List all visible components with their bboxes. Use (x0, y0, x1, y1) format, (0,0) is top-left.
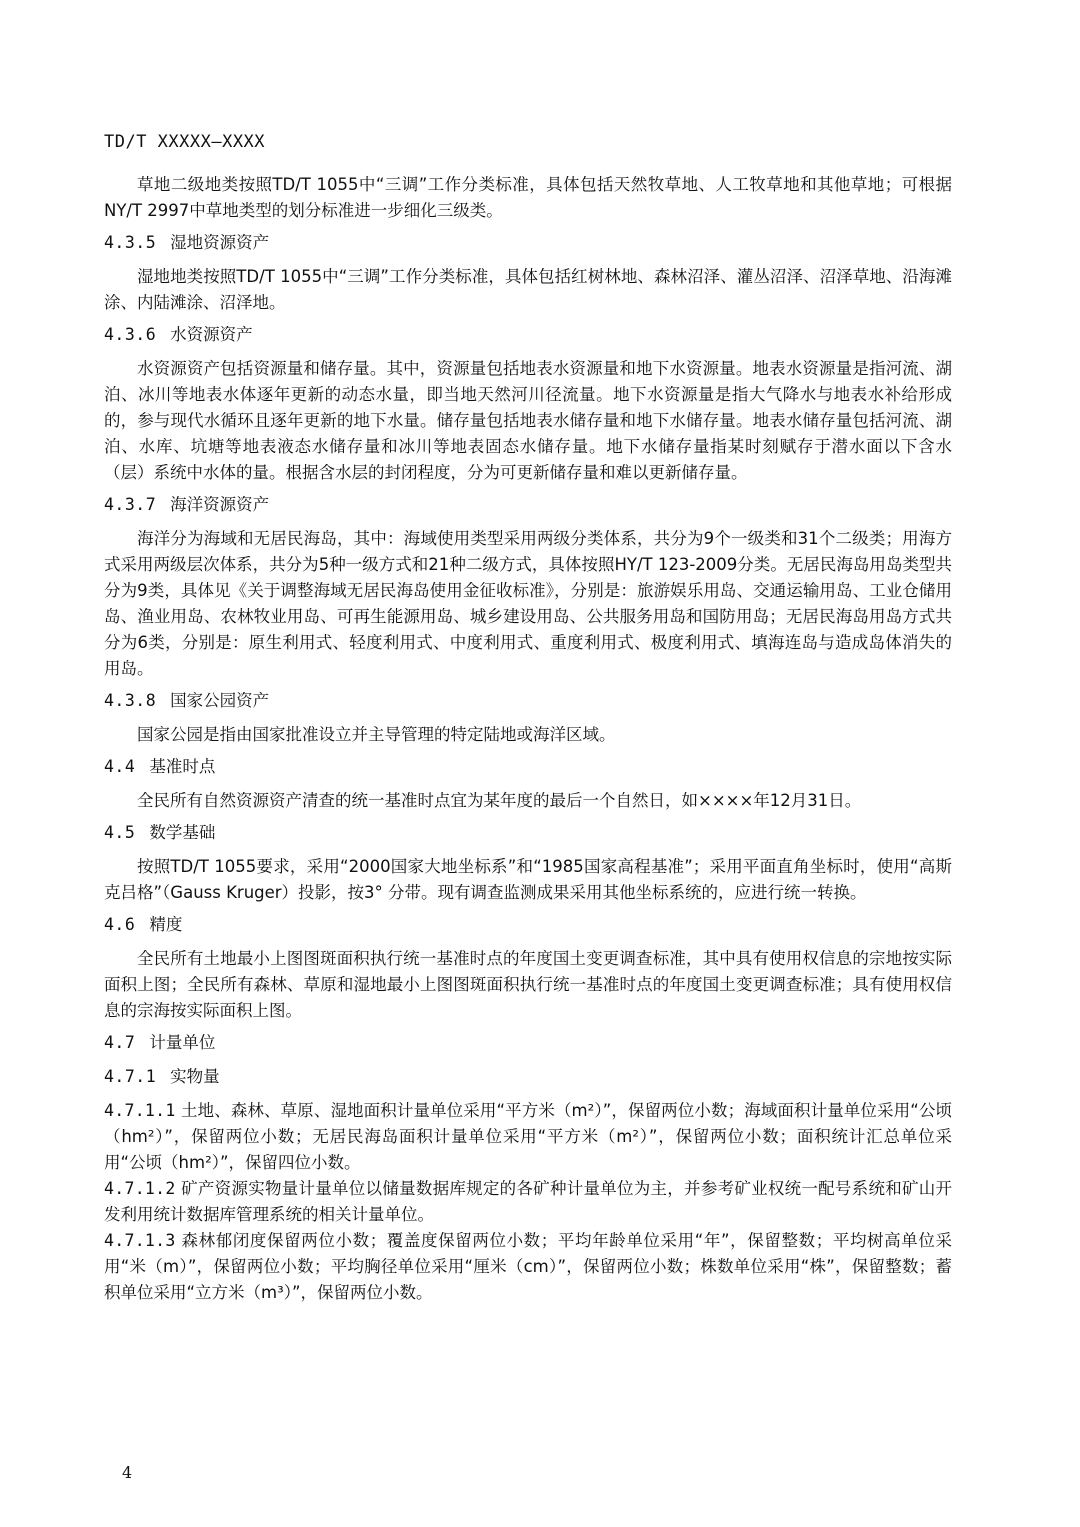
section-heading-4-3-6 (104, 322, 952, 348)
section-title: 计量单位 (149, 1033, 216, 1052)
clause-number: 4.7.1.3 (104, 1231, 176, 1250)
section-heading-4-4 (104, 754, 952, 780)
section-number: 4.7 (104, 1033, 136, 1052)
clause-text: 土地、森林、草原、湿地面积计量单位采用“平方米（m²）”，保留两位小数；海域面积计量单位采用“公顷（hm²）”，保留两位小数；无居民海岛面积计量单位采用“平方米（m²）”，保留两位小数；面积统计汇总单位采用“公顷（hm²）”，保留四位小数。 (104, 1101, 952, 1172)
paragraph-precision: 全民所有土地最小上图图斑面积执行统一基准时点的年度国土变更调查标准，其中具有使用权信息的宗地按实际面积上图；全民所有森林、草原和湿地最小上图图斑面积执行统一基准时点的年度国土变更调查标准；具有使用权信息的宗海按实际面积上图。 (104, 949, 952, 1020)
section-title: 数学基础 (149, 823, 216, 842)
standard-code-header: TD/T XXXXX—XXXX (104, 132, 266, 152)
section-title: 水资源资产 (170, 325, 253, 344)
section-number: 4.4 (104, 757, 136, 776)
paragraph-base-time: 全民所有自然资源资产清查的统一基准时点宜为某年度的最后一个自然日，如××××年12月31日。 (137, 791, 862, 810)
section-title: 精度 (149, 915, 183, 934)
document-body (104, 172, 952, 1306)
paragraph-grassland: 草地二级地类按照TD/T 1055中“三调”工作分类标准，具体包括天然牧草地、人工牧草地和其他草地；可根据NY/T 2997中草地类型的划分标准进一步细化三级类。 (104, 175, 952, 220)
section-number: 4.3.7 (104, 495, 157, 514)
clause-text: 矿产资源实物量计量单位以储量数据库规定的各矿种计量单位为主，并参考矿业权统一配号系统和矿山开发利用统计数据库管理系统的相关计量单位。 (104, 1179, 953, 1224)
clause-4-7-1-3 (104, 1228, 952, 1306)
page-number: 4 (122, 1463, 133, 1482)
section-number: 4.3.6 (104, 325, 157, 344)
clause-number: 4.7.1.2 (104, 1179, 176, 1198)
section-title: 海洋资源资产 (170, 495, 270, 514)
section-heading-4-3-5 (104, 230, 952, 256)
clause-text: 森林郁闭度保留两位小数；覆盖度保留两位小数；平均年龄单位采用“年”，保留整数；平均树高单位采用“米（m）”，保留两位小数；平均胸径单位采用“厘米（cm）”，保留两位小数；株数单位采用“株”，保留整数；蓄积单位采用“立方米（m³）”，保留两位小数。 (104, 1231, 952, 1302)
paragraph-water: 水资源资产包括资源量和储存量。其中，资源量包括地表水资源量和地下水资源量。地表水资源量是指河流、湖泊、冰川等地表水体逐年更新的动态水量，即当地天然河川径流量。地下水资源量是指大气降水与地表水补给形成的，参与现代水循环且逐年更新的地下水量。储存量包括地表水储存量和地下水储存量。地表水储存量包括河流、湖泊、水库、坑塘等地表液态水储存量和冰川等地表固态水储存量。地下水储存量指某时刻赋存于潜水面以下含水（层）系统中水体的量。根据含水层的封闭程度，分为可更新储存量和难以更新储存量。 (104, 359, 952, 482)
section-number: 4.3.8 (104, 691, 157, 710)
paragraph-national-park: 国家公园是指由国家批准设立并主导管理的特定陆地或海洋区域。 (137, 725, 616, 744)
section-number: 4.6 (104, 915, 136, 934)
clause-number: 4.7.1.1 (104, 1101, 176, 1120)
section-heading-4-3-8 (104, 688, 952, 714)
paragraph-wetland: 湿地地类按照TD/T 1055中“三调”工作分类标准，具体包括红树林地、森林沼泽、灌丛沼泽、沼泽草地、沿海滩涂、内陆滩涂、沼泽地。 (104, 267, 952, 312)
section-title: 湿地资源资产 (170, 233, 270, 252)
section-title: 基准时点 (149, 757, 216, 776)
section-heading-4-7-1 (104, 1064, 952, 1090)
section-number: 4.5 (104, 823, 136, 842)
clause-4-7-1-1 (104, 1098, 952, 1176)
paragraph-math-basis: 按照TD/T 1055要求，采用“2000国家大地坐标系”和“1985国家高程基准”；采用平面直角坐标时，使用“高斯克吕格”（Gauss Kruger）投影，按3° 分带。现有调查监测成果采用其他坐标系统的，应进行统一转换。 (104, 857, 952, 902)
section-heading-4-3-7 (104, 492, 952, 518)
paragraph-ocean: 海洋分为海域和无居民海岛，其中：海域使用类型采用两级分类体系，共分为9个一级类和31个二级类；用海方式采用两级层次体系，共分为5种一级方式和21种二级方式，具体按照HY/T 123-2009分类。无居民海岛用岛类型共分为9类，具体见《关于调整海域无居民海岛使用金征收标准》，分别是：旅游娱乐用岛、交通运输用岛、工业仓储用岛、渔业用岛、农林牧业用岛、可再生能源用岛、城乡建设用岛、公共服务用岛和国防用岛；无居民海岛用岛方式共分为6类，分别是：原生利用式、轻度利用式、中度利用式、重度利用式、极度利用式、填海连岛与造成岛体消失的用岛。 (104, 529, 952, 678)
section-title: 国家公园资产 (170, 691, 270, 710)
section-heading-4-5 (104, 820, 952, 846)
section-heading-4-7 (104, 1030, 952, 1056)
section-title: 实物量 (170, 1067, 220, 1086)
section-heading-4-6 (104, 912, 952, 938)
clause-4-7-1-2 (104, 1176, 952, 1228)
section-number: 4.3.5 (104, 233, 157, 252)
section-number: 4.7.1 (104, 1067, 157, 1086)
